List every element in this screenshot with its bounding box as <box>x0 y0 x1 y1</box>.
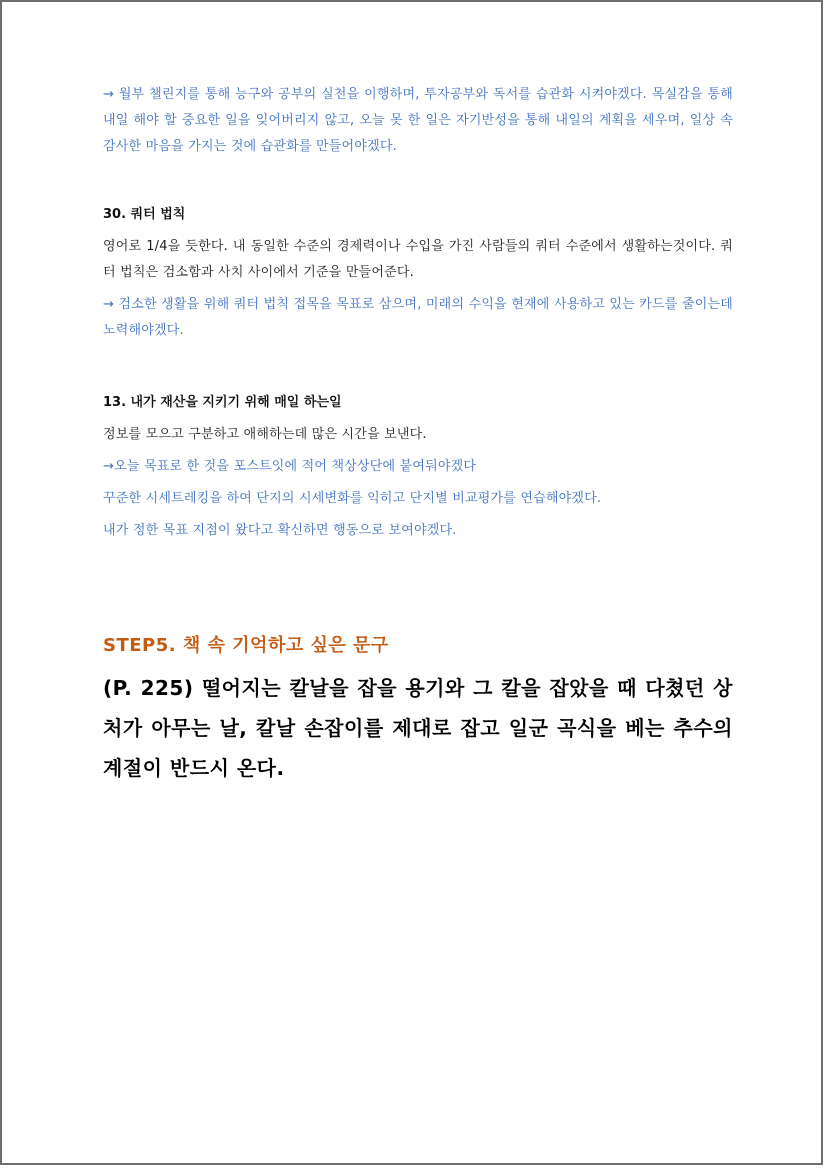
daily-habit-body: 정보를 모으고 구분하고 애해하는데 많은 시간을 보낸다. <box>103 427 427 442</box>
daily-habit-note-2: 꾸준한 시세트레킹을 하여 단지의 시세변화를 익히고 단지별 비교평가를 연습해야겠다. <box>103 491 602 506</box>
daily-habit-note-3: 내가 정한 목표 지점이 왔다고 확신하면 행동으로 보여야겠다. <box>103 523 457 538</box>
quarter-rule-note: → 검소한 생활을 위해 쿼터 법칙 접목을 목표로 삼으며, 미래의 수익을 현재에 사용하고 있는 카드를 줄이는데 노력해야겠다. <box>103 297 733 338</box>
step5-title: STEP5. 책 속 기억하고 싶은 문구 <box>103 635 389 656</box>
challenge-note-paragraph: → 월부 챌린지를 통해 능구와 공부의 실천을 이행하며, 투자공부와 독서를 습관화 시켜야겠다. 목실감을 통해 내일 해야 할 중요한 일을 잊어버리지 않고, 오늘 못 한 일은 자기반성을 통해 내일의 계획을 세우며, 일상 속 감사한 마음을 가지는 것에 습관화를 만들어야겠다. <box>103 87 733 154</box>
memorable-quote: (P. 225) 떨어지는 칼날을 잡을 용기와 그 칼을 잡았을 때 다쳤던 상처가 아무는 날, 칼날 손잡이를 제대로 잡고 일군 곡식을 베는 추수의 계절이 반드시 온다. <box>103 676 733 780</box>
quarter-rule-heading: 30. 쿼터 법칙 <box>103 207 186 222</box>
quarter-rule-body: 영어로 1/4을 듯한다. 내 동일한 수준의 경제력이나 수입을 가진 사람들의 쿼터 수준에서 생활하는것이다. 쿼터 법칙은 검소함과 사치 사이에서 기준을 만들어준다. <box>103 239 733 280</box>
page-content <box>103 82 733 788</box>
daily-habit-note-1: →오늘 목표로 한 것을 포스트잇에 적어 책상상단에 붙여둬야겠다 <box>103 459 477 474</box>
daily-habit-heading: 13. 내가 재산을 지키기 위해 매일 하는일 <box>103 395 342 410</box>
